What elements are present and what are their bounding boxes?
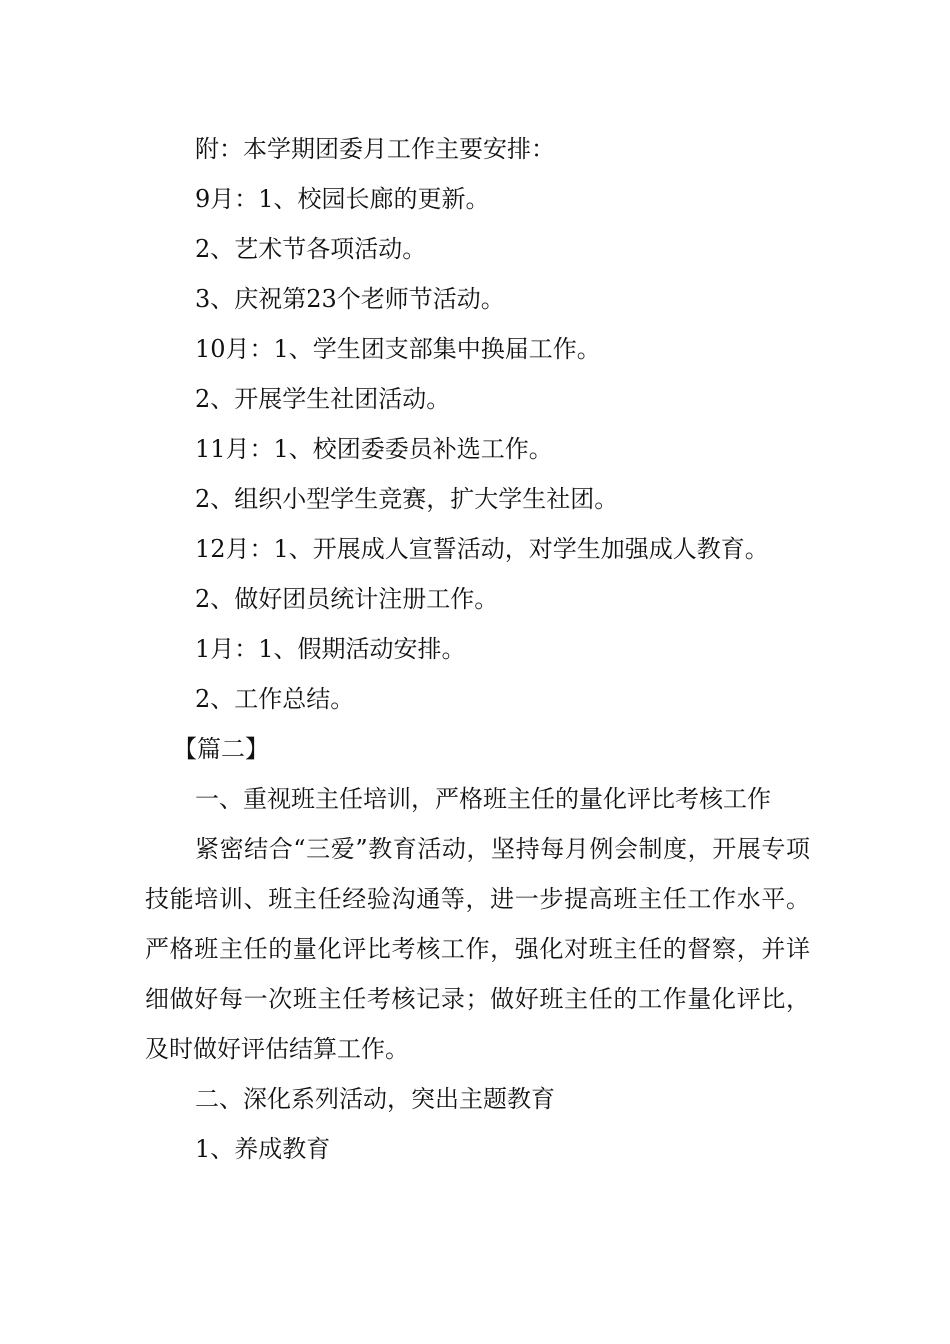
schedule-item: 12月：1、开展成人宣誓活动，对学生加强成人教育。 — [195, 535, 769, 563]
subsection-heading: 1、养成教育 — [195, 1135, 331, 1163]
schedule-item: 11月：1、校团委委员补选工作。 — [195, 435, 553, 463]
schedule-item: 1月：1、假期活动安排。 — [195, 635, 466, 663]
section-heading: 二、深化系列活动，突出主题教育 — [195, 1085, 555, 1113]
body-paragraph: 紧密结合“三爱”教育活动，坚持每月例会制度，开展专项技能培训、班主任经验沟通等，进一步提高班主任工作水平。严格班主任的量化评比考核工作，强化对班主任的督察，并详细做好每一次班主任考核记录；做好班主任的工作量化评比，及时做好评估结算工作。 — [145, 835, 810, 1063]
schedule-item: 9月：1、校园长廊的更新。 — [195, 185, 490, 213]
section-marker: 【篇二】 — [173, 735, 269, 763]
schedule-item: 2、工作总结。 — [195, 685, 355, 713]
schedule-title: 附：本学期团委月工作主要安排： — [195, 135, 555, 163]
section-heading: 一、重视班主任培训，严格班主任的量化评比考核工作 — [195, 785, 771, 813]
schedule-item: 2、做好团员统计注册工作。 — [195, 585, 499, 613]
document-body — [145, 124, 810, 1174]
schedule-item: 2、艺术节各项活动。 — [195, 235, 427, 263]
schedule-item: 2、组织小型学生竞赛，扩大学生社团。 — [195, 485, 619, 513]
schedule-item: 2、开展学生社团活动。 — [195, 385, 451, 413]
schedule-item: 3、庆祝第23个老师节活动。 — [195, 285, 505, 313]
schedule-item: 10月：1、学生团支部集中换届工作。 — [195, 335, 601, 363]
